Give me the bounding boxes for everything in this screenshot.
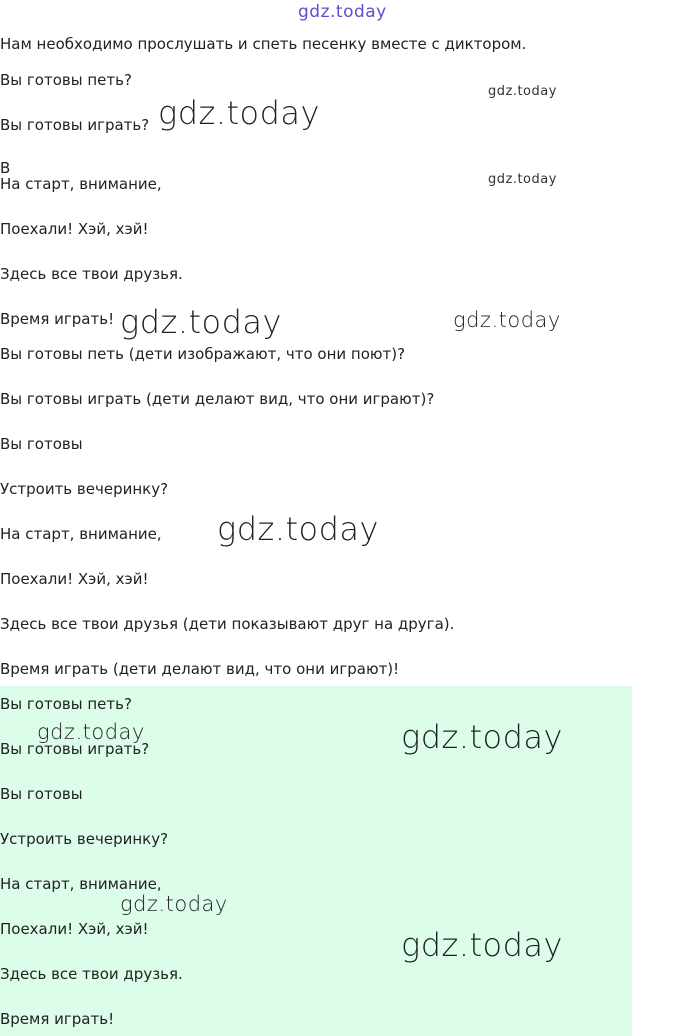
lyric-line: Вы готовы петь? [0,695,132,713]
watermark: gdz.today [401,926,563,964]
watermark: gdz.today [37,720,145,744]
lyric-line: Здесь все твои друзья. [0,965,183,983]
lyric-line: На старт, внимание, [0,175,162,193]
lyric-line: Время играть! [0,1010,115,1028]
lyric-line: Устроить вечеринку? [0,480,169,498]
lyric-line: Время играть (дети делают вид, что они играют)! [0,660,400,678]
lyric-line: Устроить вечеринку? [0,830,169,848]
lyric-line: Здесь все твои друзья (дети показывают друг на друга). [0,615,455,633]
lyric-line: На старт, внимание, [0,875,162,893]
lyric-line: Вы готовы играть? [0,116,150,134]
intro-text: Нам необходимо прослушать и спеть песенку вместе с диктором. [0,35,527,53]
lyric-line: На старт, внимание, [0,525,162,543]
watermark: gdz.today [120,892,228,916]
lyric-line: Вы готовы играть? [0,740,150,758]
lyric-line: Вы готовы [0,435,83,453]
watermark: gdz.today [453,308,561,332]
lyric-line: Здесь все твои друзья. [0,265,183,283]
lyric-line: Вы готовы [0,785,83,803]
watermark: gdz.today [158,94,320,132]
lyric-line: Поехали! Хэй, хэй! [0,920,149,938]
watermark: gdz.today [488,84,557,99]
lyric-line: Вы готовы играть (дети делают вид, что они играют)? [0,390,435,408]
watermark: gdz.today [401,718,563,756]
lyric-line: Вы готовы петь (дети изображают, что они поют)? [0,345,406,363]
lyric-line: Время играть! [0,310,115,328]
watermark: gdz.today [488,172,557,187]
watermark: gdz.today [120,303,282,341]
watermark: gdz.today [217,510,379,548]
lyric-line: Поехали! Хэй, хэй! [0,570,149,588]
header-watermark: gdz.today [298,2,387,22]
lyric-line: Вы готовы петь? [0,71,132,89]
cut-line-fragment: В [0,159,11,177]
lyric-line: Поехали! Хэй, хэй! [0,220,149,238]
